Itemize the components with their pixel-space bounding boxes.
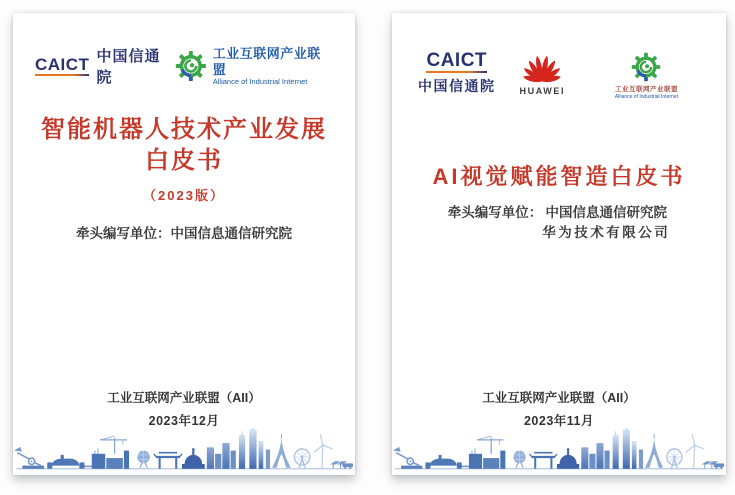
caict-logo (418, 51, 496, 96)
cover-title-line2: 白皮书 (145, 147, 223, 174)
aii-logo (175, 46, 333, 86)
caict-wordmark-icon: CAICT (426, 50, 488, 71)
aii-gear-icon (631, 52, 661, 82)
aii-names (213, 46, 333, 86)
logo-row (392, 51, 726, 100)
aii-gear-icon (175, 50, 207, 82)
lead-org: 中国信息通信研究院 (545, 205, 667, 220)
edition-label: （2023版） (143, 188, 225, 203)
lead-editor-orgs (171, 224, 293, 244)
city-skyline-illustration (13, 427, 355, 472)
caict-cn-name: 中国信通院 (418, 78, 496, 94)
aii-cn-name: 工业互联网产业联盟 (212, 45, 321, 77)
lead-editor-line (392, 203, 726, 243)
city-skyline-illustration (392, 427, 726, 472)
huawei-wordmark: HUAWEI (519, 86, 566, 96)
lead-editor-label: 牵头编写单位： (76, 226, 171, 241)
lead-editor-label: 牵头编写单位： (447, 205, 543, 220)
logo-row (13, 45, 355, 87)
huawei-logo (520, 53, 566, 96)
publisher-name: 工业互联网产业联盟（AII） (107, 391, 261, 405)
publish-date: 2023年12月 (148, 414, 220, 428)
cover-title-line1: 智能机器人技术产业发展 (41, 116, 327, 143)
publish-date: 2023年11月 (523, 414, 595, 428)
aii-logo (615, 52, 678, 100)
lead-org: 华为技术有限公司 (542, 225, 671, 240)
caict-logo (35, 45, 175, 87)
caict-cn-name: 中国信通院 (96, 48, 161, 86)
aii-cn-name: 工业互联网产业联盟 (614, 86, 678, 93)
cover-title: AI视觉赋能智造白皮书 (432, 164, 686, 189)
huawei-flower-icon (521, 53, 563, 83)
cover-title (13, 114, 355, 176)
whitepaper-cover-ai-vision (392, 13, 726, 475)
publisher-block (13, 390, 355, 429)
aii-en-name: Alliance of Industrial Internet (614, 94, 678, 100)
whitepaper-cover-robotics (13, 13, 355, 475)
lead-editor-orgs (542, 203, 670, 243)
publisher-block (392, 390, 726, 429)
caict-wordmark-icon: CAICT (35, 55, 90, 74)
lead-org: 中国信息通信研究院 (170, 226, 292, 241)
publisher-name: 工业互联网产业联盟（AII） (482, 391, 636, 405)
lead-editor-line (13, 224, 355, 244)
aii-en-name: Alliance of Industrial Internet (212, 77, 308, 87)
